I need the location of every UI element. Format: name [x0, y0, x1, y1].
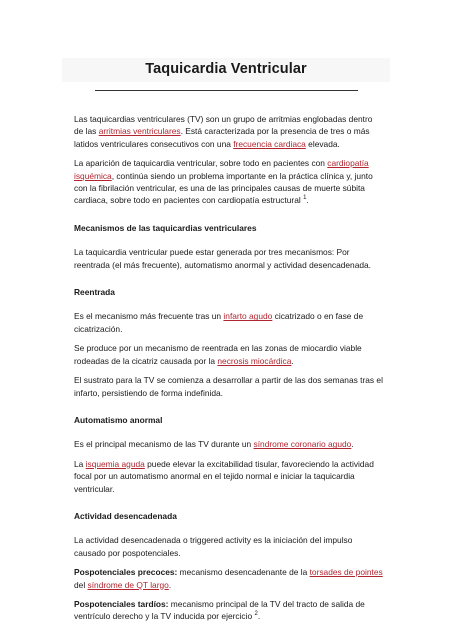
automatismo-paragraph-1: Es el principal mecanismo de las TV durante un síndrome coronario agudo. [74, 439, 354, 450]
link-cardiopatia-isquemica[interactable]: cardiopatía isquémica [74, 158, 369, 181]
link-isquemia-aguda[interactable]: isquemia aguda [85, 458, 145, 469]
heading-actividad: Actividad desencadenada [74, 510, 177, 521]
mecanismos-paragraph: La taquicardia ventricular puede estar generada por tres mecanismos: Por reentrada (el más frecuente), automatismo anormal y actividad desencadenada. [74, 247, 372, 270]
link-sindrome-qt-largo[interactable]: síndrome de QT largo [87, 579, 169, 590]
label-pospotenciales-precoces: Pospotenciales precoces: [74, 567, 178, 578]
page-title: Taquicardia Ventricular [145, 61, 307, 77]
label-pospotenciales-tardios: Pospotenciales tardíos: [74, 598, 169, 609]
actividad-paragraph-1: La actividad desencadenada o triggered activity es la iniciación del impulso causado por pospotenciales. [74, 535, 353, 558]
link-necrosis-miocardica[interactable]: necrosis miocárdica [217, 355, 292, 366]
actividad-paragraph-2: Pospotenciales precoces: mecanismo desencadenante de la torsades de pointes del síndrome de QT largo. [74, 567, 383, 590]
reentrada-paragraph-1: Es el mecanismo más frecuente tras un infarto agudo cicatrizado o en fase de cicatrización. [74, 311, 364, 334]
link-arritmias-ventriculares[interactable]: arritmias ventriculares [98, 126, 181, 137]
automatismo-paragraph-2: La isquemia aguda puede elevar la excitabilidad tisular, favoreciendo la actividad focal por un automatismo anormal en el tejido normal e iniciar la taquicardia ventricular. [74, 458, 374, 494]
intro-paragraph-1: Las taquicardias ventriculares (TV) son un grupo de arritmias englobadas dentro de las arritmias ventriculares. Está caracterizada por la presencia de tres o más latidos ventriculares consecutivos con una frecuencia cardiaca elevada. [74, 114, 373, 149]
title-divider [95, 90, 358, 91]
link-infarto-agudo[interactable]: infarto agudo [223, 311, 273, 322]
heading-reentrada: Reentrada [74, 287, 115, 298]
link-torsades-de-pointes[interactable]: torsades de pointes [309, 567, 383, 578]
footnote-ref-1[interactable]: 1 [303, 195, 307, 202]
actividad-paragraph-3: Pospotenciales tardíos: mecanismo principal de la TV del tracto de salida de ventrículo derecho y la TV inducida por ejercicio $^2$. [74, 598, 365, 622]
intro-paragraph-2: La aparición de taquicardia ventricular, sobre todo en pacientes con cardiopatía isquémica, continúa siendo un problema importante en la práctica clínica y, junto con la fibrilación ventricular, es una de las principales causas de muerte súbita cardiaca, sobre todo en pacientes con cardiopatía estructural $^1$. [74, 158, 373, 206]
footnote-ref-2[interactable]: 2 [254, 611, 258, 618]
reentrada-paragraph-3: El sustrato para la TV se comienza a desarrollar a partir de las dos semanas tras el infarto, persistiendo de forma indefinida. [74, 375, 383, 398]
document-body [74, 113, 384, 630]
link-frecuencia-cardiaca[interactable]: frecuencia cardiaca [233, 138, 306, 149]
heading-mecanismos: Mecanismos de las taquicardias ventriculares [74, 222, 257, 233]
link-sindrome-coronario-agudo[interactable]: síndrome coronario agudo [253, 439, 352, 450]
reentrada-paragraph-2: Se produce por un mecanismo de reentrada en las zonas de miocardio viable rodeadas de la cicatriz causada por la necrosis miocárdica. [74, 343, 362, 366]
heading-automatismo: Automatismo anormal [74, 414, 163, 425]
